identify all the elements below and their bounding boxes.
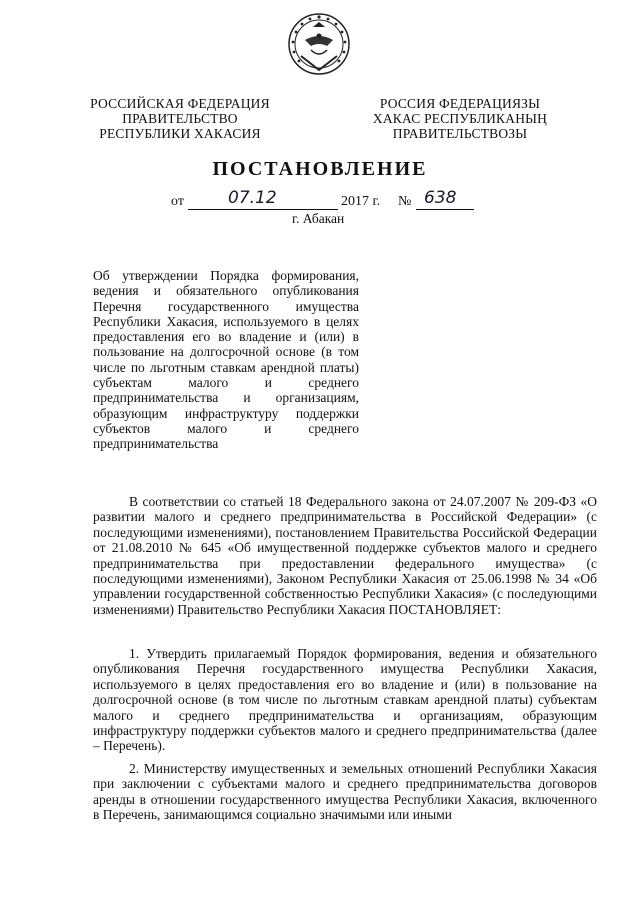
document-title: ПОСТАНОВЛЕНИЕ	[212, 158, 428, 180]
paragraph-preamble-text: В соответствии со статьей 18 Федерального закона от 24.07.2007 № 209-ФЗ «О развитии малого и среднего предпринимательства в Российской Федерации» (с последующими изменениями), постановлением Правительства Российской Федерации от 21.08.2010 № 645 «Об имущественной поддержке субъектов малого и среднего предпринимательства при предоставлении федерального имущества» (с последующими изменениями), Законом Республики Хакасия от 25.06.1998 № 34 «Об управлении государственной собственностью Республики Хакасия» (с последующими изменениями) Правительство Республики Хакасия ПОСТАНОВЛЯЕТ:	[93, 494, 597, 617]
number-underline	[416, 209, 474, 210]
header-right-line-1: РОССИЯ ФЕДЕРАЦИЯЗЫ	[379, 96, 541, 111]
paragraph-clause-1-text: 1. Утвердить прилагаемый Порядок формирования, ведения и обязательного опубликования Перечня государственного имущества Республики Хакасия, используемого в целях предоставления его во владение и (или) в пользование на долгосрочной основе (в том числе по льготным ставкам арендной платы) субъектам малого и среднего предпринимательства и организациям, образующим инфраструктуру поддержки субъектов малого и среднего предпринимательства (далее – Перечень).	[93, 646, 597, 754]
number-sign: №	[398, 194, 412, 209]
paragraph-clause-2-text: 2. Министерству имущественных и земельных отношений Республики Хакасия при заключении с субъектами малого и среднего предпринимательства договоров аренды в отношении государственного имущества Республики Хакасия, включенного в Перечень, занимающимся социально значимыми или иными	[93, 761, 597, 823]
date-handwritten: 07.12	[228, 188, 277, 208]
clause-1-paragraph	[93, 646, 597, 754]
date-prefix: от	[171, 194, 184, 209]
header-left-line-2: ПРАВИТЕЛЬСТВО	[122, 111, 238, 126]
date-underline	[188, 209, 338, 210]
header-right-line-3: ПРАВИТЕЛЬСТВОЗЫ	[392, 126, 528, 141]
document-subject: Об утверждении Порядка формирования, ведения и обязательного опубликования Перечня государственного имущества Республики Хакасия, используемого в целях предоставления его во владение и (или) в пользование на долгосрочной основе (в том числе по льготным ставкам арендной платы) субъектам малого и среднего предпринимательства и организациям, образующим инфраструктуру поддержки субъектов малого и среднего предпринимательства	[93, 268, 359, 452]
clause-2-paragraph	[93, 761, 597, 823]
header-left-line-3: РЕСПУБЛИКИ ХАКАСИЯ	[99, 126, 261, 141]
coat-of-arms-emblem	[287, 12, 351, 76]
number-handwritten: 638	[424, 188, 457, 208]
date-year: 2017 г.	[341, 194, 381, 209]
header-right-line-2: ХАКАС РЕСПУБЛИКАНЫҢ	[372, 111, 548, 126]
header-left-line-1: РОССИЙСКАЯ ФЕДЕРАЦИЯ	[90, 96, 270, 111]
city-name: г. Абакан	[292, 211, 345, 226]
header-right-khakas	[360, 96, 560, 141]
header-left-russian	[80, 96, 280, 141]
preamble-paragraph	[93, 494, 597, 617]
